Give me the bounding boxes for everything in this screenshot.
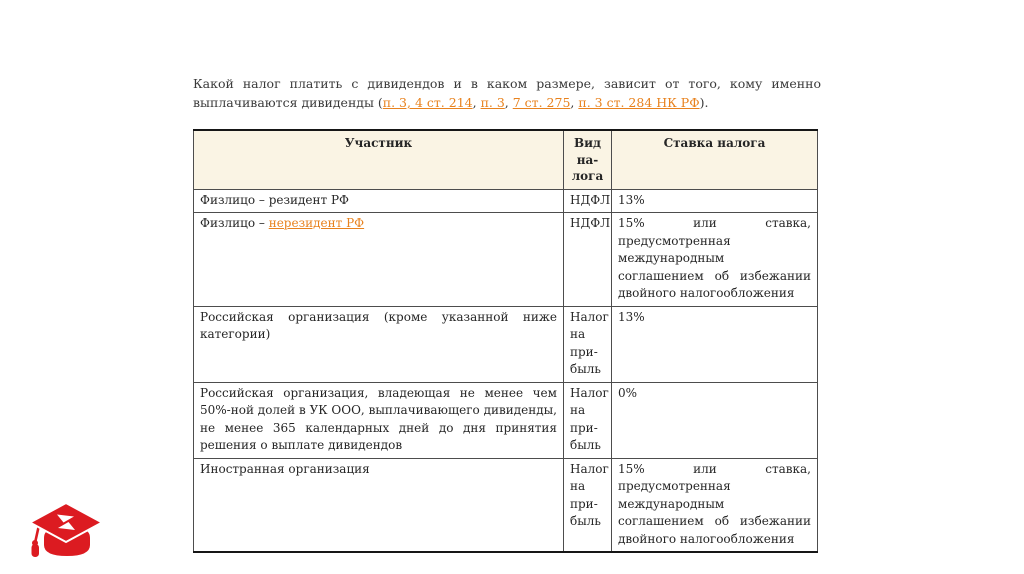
table-body bbox=[194, 189, 818, 552]
cell-participant: Физлицо – резидент РФ bbox=[194, 189, 564, 213]
cell-participant: Российская организация (кроме указанной ниже категории) bbox=[194, 306, 564, 382]
table-row bbox=[194, 382, 818, 458]
cell-tax-rate: 13% bbox=[612, 306, 818, 382]
table-header-row bbox=[194, 130, 818, 189]
cell-tax-type: НДФЛ bbox=[564, 213, 612, 307]
table-row bbox=[194, 458, 818, 552]
law-reference-link[interactable]: п. 3 bbox=[480, 95, 505, 110]
cell-tax-type: НДФЛ bbox=[564, 189, 612, 213]
table-row bbox=[194, 213, 818, 307]
law-reference-link[interactable]: п. 3 ст. 284 НК РФ bbox=[578, 95, 700, 110]
cell-tax-type: Налог на прибыль bbox=[564, 306, 612, 382]
cell-participant: Иностранная организация bbox=[194, 458, 564, 552]
mortarboard bbox=[30, 503, 102, 542]
table-header-tax-type: Вид налога bbox=[564, 130, 612, 189]
cell-participant: Российская организация, владеющая не менее чем 50%-ной долей в УК ООО, выплачивающего дивиденды, не менее 365 календарных дней до дня принятия решения о выплате дивидендов bbox=[194, 382, 564, 458]
tax-table bbox=[193, 129, 818, 553]
law-reference-link[interactable]: 7 ст. 275 bbox=[512, 95, 571, 110]
cell-participant: Физлицо – нерезидент РФ bbox=[194, 213, 564, 307]
cell-tax-rate: 13% bbox=[612, 189, 818, 213]
cell-tax-type: Налог на прибыль bbox=[564, 382, 612, 458]
table-header-participant: Участник bbox=[194, 130, 564, 189]
cell-tax-rate: 15% или ставка, предусмотренная международным соглашением об избежании двойного налогообложения bbox=[612, 458, 818, 552]
intro-paragraph: Какой налог платить с дивидендов и в каком размере, зависит от того, кому именно выплачиваются дивиденды (п. 3, 4 ст. 214, п. 3, 7 ст. 275, п. 3 ст. 284 НК РФ). bbox=[193, 76, 821, 110]
table-row bbox=[194, 306, 818, 382]
table-row bbox=[194, 189, 818, 213]
law-reference-link[interactable]: п. 3, 4 ст. 214 bbox=[382, 95, 473, 110]
cell-tax-rate: 0% bbox=[612, 382, 818, 458]
graduation-cap-logo bbox=[27, 501, 105, 565]
participant-link[interactable]: нерезидент РФ bbox=[268, 216, 365, 230]
tassel-bead bbox=[32, 544, 40, 557]
table-header-tax-rate: Ставка налога bbox=[612, 130, 818, 189]
cell-tax-type: Налог на прибыль bbox=[564, 458, 612, 552]
cell-tax-rate: 15% или ставка, предусмотренная международным соглашением об избежании двойного налогообложения bbox=[612, 213, 818, 307]
